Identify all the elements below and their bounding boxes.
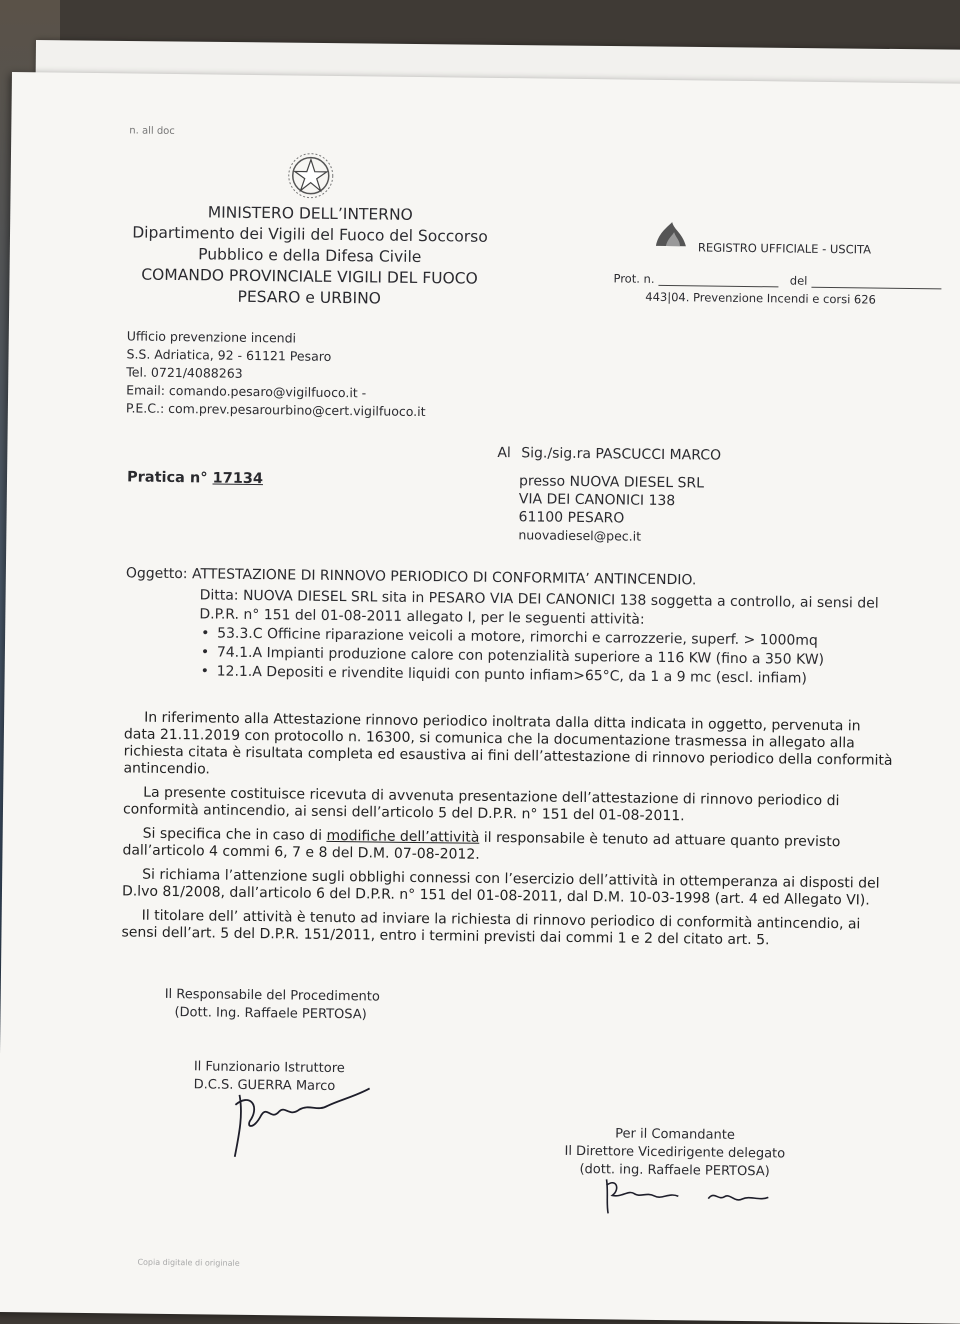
top-note: n. all doc [129,125,175,137]
p3-before: Si specifica che in caso di [142,825,327,844]
comandante-signature [598,1169,799,1225]
registry-classification: 443|04. Prevenzione Incendi e corsi 626 [645,289,877,307]
prot-number-blank [658,285,778,287]
responsabile-name: (Dott. Ing. Raffaele PERTOSA) [174,1005,367,1023]
italian-republic-emblem-icon [286,151,335,204]
body-paragraph-modifiche [122,825,892,868]
ministry-line: MINISTERO DELL’INTERNO [207,203,413,224]
responsabile-block [164,986,380,1025]
activity-item: • 74.1.A Impianti produzione calore con potenzialità superiore a 116 KW (fino a 350 KW) [217,644,824,670]
funzionario-name: D.C.S. GUERRA Marco [193,1077,336,1095]
document-page [0,72,960,1324]
comandante-line: Per il Comandante [615,1126,735,1143]
recipient-prefix: Al [497,444,511,462]
activity-item: • 12.1.A Depositi e rivendite liquidi con punto infiam>65°C, da 1 a 9 mc (escl. infiam) [217,663,824,689]
del-label: del [789,273,808,288]
office-line: P.E.C.: com.prev.pesarourbino@cert.vigilfuoco.it [125,400,426,420]
activity-item: • 53.3.C Officine riparazione veicoli a motore, rimorchi e carrozzerie, superf. > 1000mq [217,625,824,651]
recipient-address [518,472,704,546]
body-paragraph: Il titolare dell’ attività è tenuto ad inviare la richiesta di rinnovo periodico di conformità antincendio, ai sensi dell’art. 5 del D.P.R. 151/2011, entro i termini previsti dai commi 1 e 2 del citato art. 5. [121,907,861,949]
recipient-email: nuovadiesel@pec.it [518,527,642,544]
office-line: Ufficio prevenzione incendi [126,328,297,346]
prot-label: Prot. n. [613,271,655,286]
subject-line [126,565,697,588]
practice-label: Pratica n° [126,469,208,487]
recipient-name: Sig./sig.ra PASCUCCI MARCO [521,445,722,464]
modifiche-link: modifiche dell’attività [326,827,480,846]
ministry-line: PESARO e URBINO [237,287,382,308]
funzionario-title: Il Funzionario Istruttore [193,1059,345,1077]
office-line: S.S. Adriatica, 92 - 61121 Pesaro [126,346,332,364]
office-line: Tel. 0721/4088263 [126,364,243,381]
subject-label: Oggetto: [125,565,188,583]
ministry-line: Pubblico e della Difesa Civile [198,245,422,267]
funzionario-signature [209,1074,380,1170]
practice-number-line [127,469,263,487]
p3-after: il responsabile è tenuto ad attuare quanto previsto dall’articolo 4 commi 6, 7 e 8 del D.M. 07-08-2012. [122,829,841,863]
ditta-line: Ditta: NUOVA DIESEL SRL sita in PESARO VIA DEI CANONICI 138 soggetta a controllo, ai sensi del [199,587,879,612]
recipient-line: VIA DEI CANONICI 138 [518,491,676,510]
office-details [126,327,427,421]
footer-note: Copia digitale di originale [137,1257,240,1268]
del-date-blank [811,287,941,290]
ministry-line: Dipartimento dei Vigili del Fuoco del Soccorso [132,223,488,246]
body-paragraph: In riferimento alla Attestazione rinnovo periodico inoltrata dalla ditta indicata in oggetto, pervenuta in data 21.11.2019 con protocollo n. 16300, si comunica che la documentazione trasmessa in allegato alla richiesta citata è risultata completa ed esaustiva ai fini dell’attestazione di rinnovo periodico della conformità antincendio. [123,709,893,778]
responsabile-title: Il Responsabile del Procedimento [164,986,380,1005]
ministry-line: COMANDO PROVINCIALE VIGILI DEL FUOCO [141,265,478,288]
protocol-line [613,271,941,289]
recipient-line: 61100 PESARO [518,509,625,527]
activity-list [199,624,825,689]
ministry-heading [129,201,490,310]
subject-text: ATTESTAZIONE DI RINNOVO PERIODICO DI CONFORMITA’ ANTINCENDIO. [191,566,697,589]
recipient-name-line [497,444,721,465]
comandante-line: (dott. ing. Raffaele PERTOSA) [579,1162,770,1180]
recipient-line: presso NUOVA DIESEL SRL [518,473,705,492]
ditta-line: D.P.R. n° 151 del 01-08-2011 allegato I, per le seguenti attività: [199,606,645,628]
comandante-line: Il Direttore Vicedirigente delegato [564,1143,786,1162]
letter-body [121,709,894,957]
body-paragraph: Si richiama l’attenzione sugli obblighi connessi con l’esercizio dell’attività in ottemperanza ai disposti del D.lvo 81/2008, dall’articolo 6 del D.P.R. n° 151 del 01-08-2011, dal D.M. 10-03-1998 (art. 4 ed Allegato VI). [121,866,880,909]
body-paragraph: La presente costituisce ricevuta di avvenuta presentazione dell’attestazione di rinnovo periodico di conformità antincendio, ai sensi dell’articolo 5 del D.P.R. n° 151 del 01-08-2011. [122,784,840,825]
office-line: Email: comando.pesaro@vigilfuoco.it - [126,382,367,401]
practice-number: 17134 [212,470,264,488]
registry-title: REGISTRO UFFICIALE - USCITA [697,240,872,257]
fire-dept-logo-icon [652,218,692,254]
